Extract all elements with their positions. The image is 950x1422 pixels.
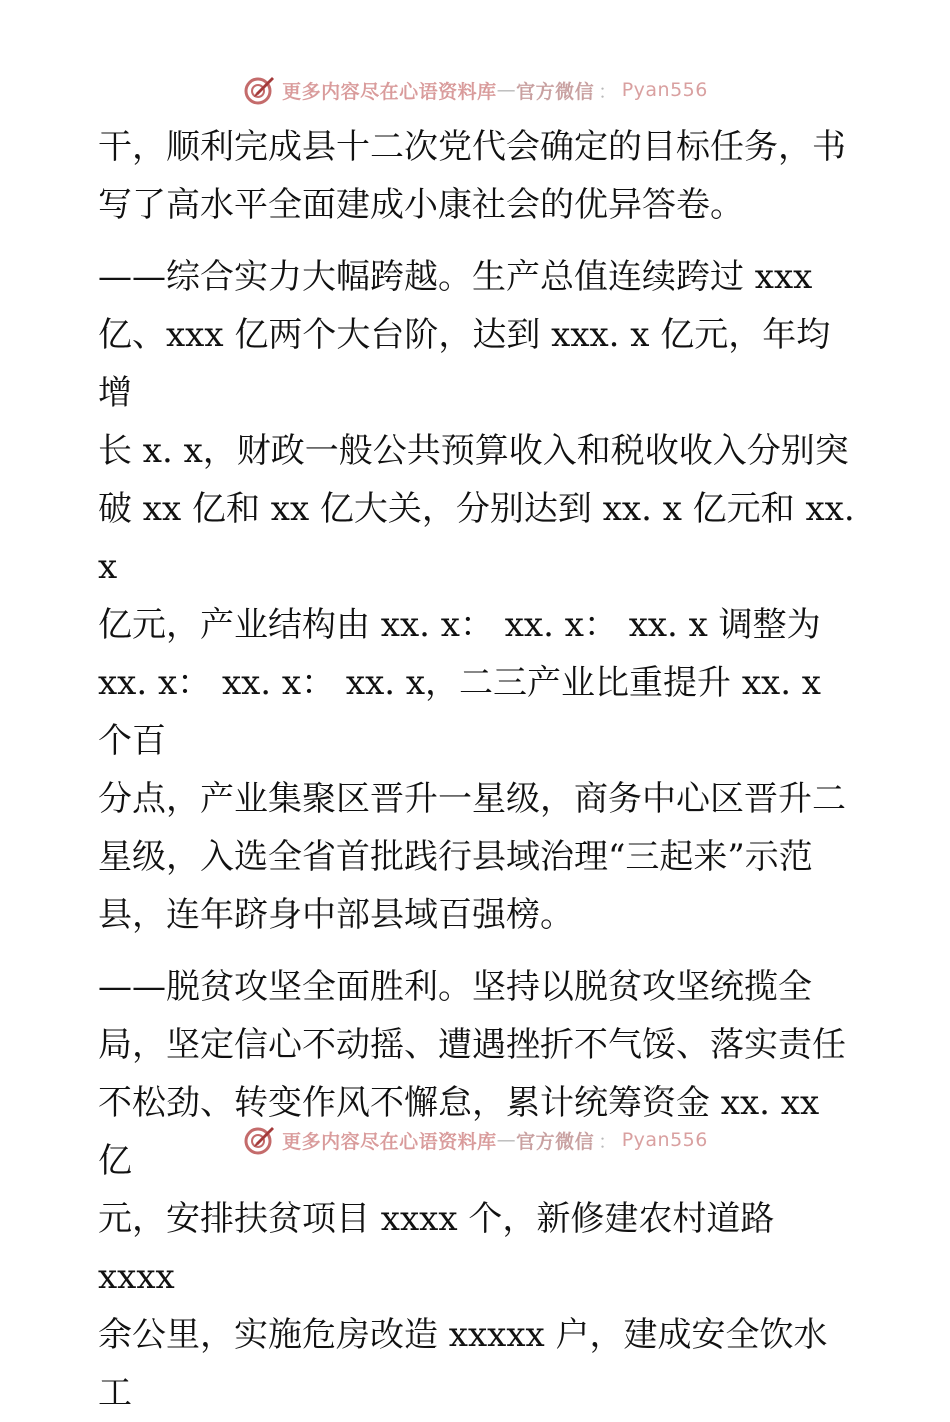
paragraph-economic-strength: ——综合实力大幅跨越。生产总值连续跨过 xxx 亿、xxx 亿两个大台阶，达到 xxx. x 亿元，年均增 长 x. x，财政一般公共预算收入和税收收入分别突 破 xx 亿和 xx 亿大关，分别达到 xx. x 亿元和 xx. x 亿元，产业结构由 xx. x： xx. x： xx. x 调整为 xx. x： xx. x： xx. x，二三产业比重提升 xx. x 个百 分点，产业集聚区晋升一星级，商务中心区晋升二 星级，入选全省首批践行县域治理“三起来”示范 县，连年跻身中部县域百强榜。 [98, 257, 855, 935]
document-body [98, 118, 858, 1422]
watermark-label: 官方微信 [516, 1130, 595, 1153]
watermark-main-text: 更多内容尽在心语资料库 [282, 80, 497, 103]
footer-watermark [0, 1122, 950, 1158]
paragraph-poverty-alleviation: ——脱贫攻坚全面胜利。坚持以脱贫攻坚统揽全 局，坚定信心不动摇、遭遇挫折不气馁、落实责任 不松劲、转变作风不懈怠，累计统筹资金 xx. xx 亿 元，安排扶贫项目 xxxx 个，新修建农村道路 xxxx 余公里，实施危房改造 xxxxx 户，建成安全饮水工 [98, 967, 846, 1413]
watermark-dash: — [496, 79, 517, 101]
watermark-main-text: 更多内容尽在心语资料库 [282, 1130, 497, 1153]
quill-seal-icon [242, 73, 276, 107]
paragraph-continuation: 干，顺利完成县十二次党代会确定的目标任务，书 写了高水平全面建成小康社会的优异答卷。 [98, 127, 846, 225]
watermark-separator: ： [598, 80, 618, 103]
watermark-separator: ： [598, 1130, 618, 1153]
header-watermark [0, 72, 950, 108]
watermark-id: Pyan556 [621, 1129, 708, 1151]
quill-seal-icon [242, 1123, 276, 1157]
watermark-dash: — [496, 1129, 517, 1151]
watermark-id: Pyan556 [621, 79, 708, 101]
watermark-label: 官方微信 [516, 80, 595, 103]
